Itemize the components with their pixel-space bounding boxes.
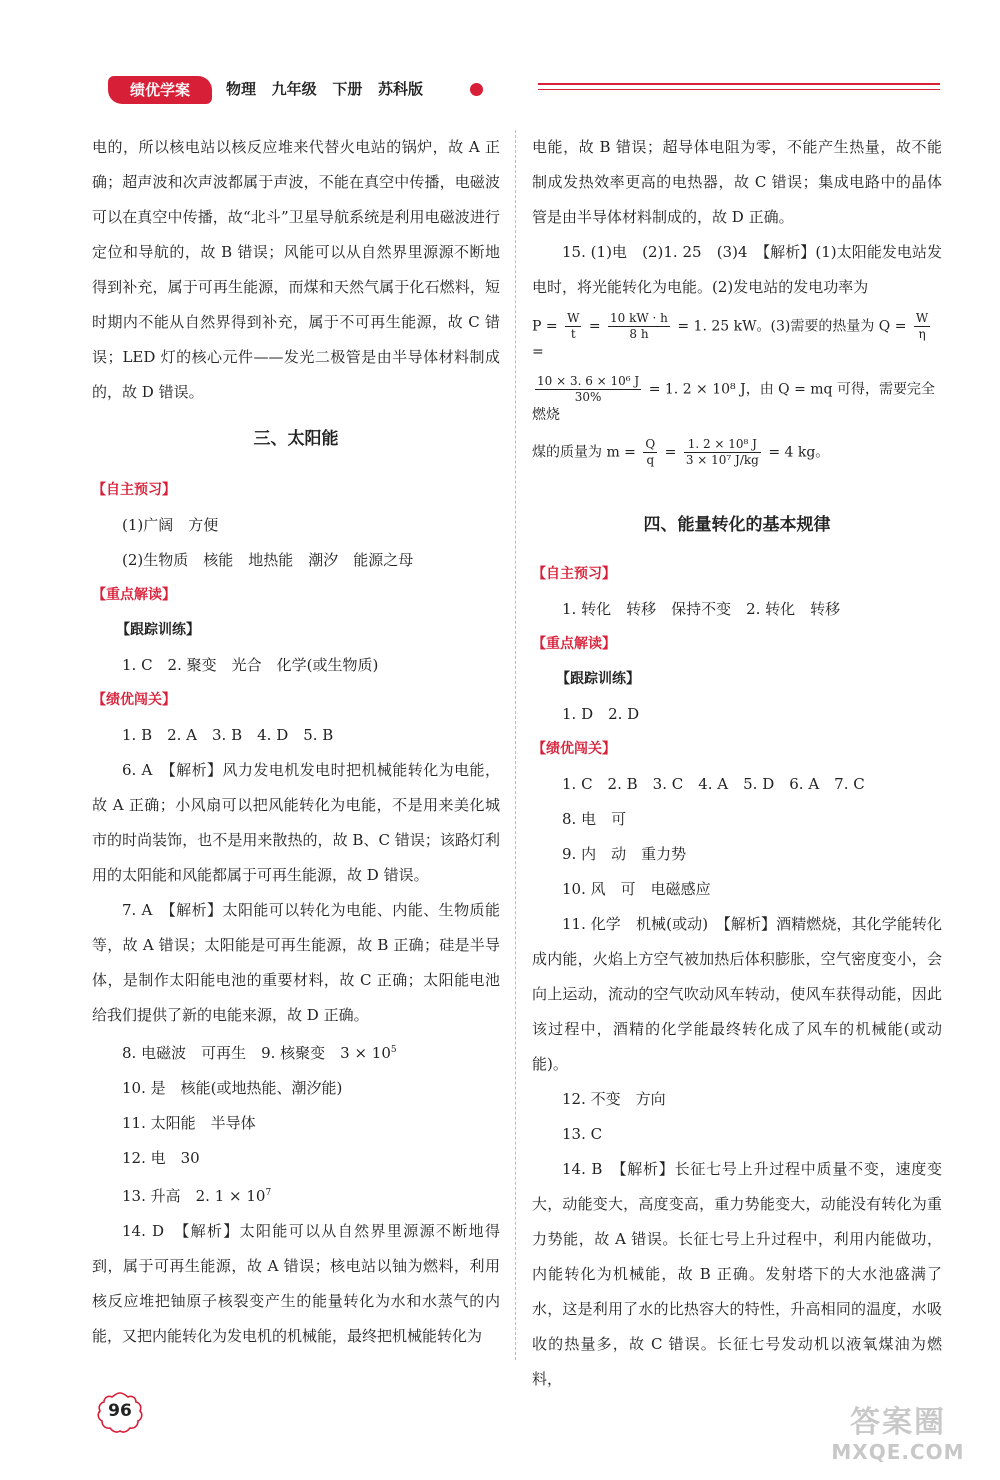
header-dot-icon bbox=[470, 83, 483, 96]
formula-text: = bbox=[664, 444, 677, 461]
formula-text: P = bbox=[532, 318, 558, 335]
watermark bbox=[808, 1406, 988, 1470]
watermark-logo-text: 答案圈 bbox=[850, 1405, 946, 1440]
header-rule bbox=[538, 83, 940, 85]
formula-text: 煤的质量为 m = bbox=[532, 444, 636, 461]
answer-line: 1. D 2. D bbox=[562, 705, 640, 723]
answer-explanation: 7. A 【解析】太阳能可以转化为电能、内能、生物质能等，故 A 错误；太阳能是可再生能源，故 B 正确；硅是半导体，是制作太阳能电池的重要材料，故 C 正确；太阳能电池给我们提供了新的电能来源，故 D 正确。 bbox=[92, 901, 500, 1024]
fraction bbox=[684, 437, 761, 468]
formula-text: = 4 kg。 bbox=[768, 444, 830, 461]
numerator: W bbox=[915, 311, 929, 325]
formula-text: = 1. 2 × 10⁸ J，由 Q = mq 可得，需要完全燃烧 bbox=[532, 381, 935, 423]
answer-explanation: 11. 化学 机械(或动) 【解析】酒精燃烧，其化学能转化成内能，火焰上方空气被加热后体积膨胀，空气密度变小，会向上运动，流动的空气吹动风车转动，使风车获得动能，因此该过程中，酒精的化学能最终转化成了风车的机械能(或动能)。 bbox=[532, 915, 942, 1073]
formula-text: = bbox=[588, 318, 601, 335]
header-rule-thin bbox=[538, 89, 940, 90]
page-header bbox=[108, 76, 940, 106]
answer-explanation: 14. B 【解析】长征七号上升过程中质量不变，速度变大，动能变大，高度变高，重力势能变大，动能没有转化为重力势能，故 A 错误。长征七号上升过程中，利用内能做功，内能转化为机械能，故 B 正确。发射塔下的大水池盛满了水，这是利用了水的比热容大的特性，升高相同的温度，水吸收的热量多，故 C 错误。长征七号发动机以液氧煤油为燃料， bbox=[532, 1160, 942, 1388]
answer-line: 11. 太阳能 半导体 bbox=[122, 1114, 256, 1132]
numerator: 10 kW · h bbox=[610, 311, 668, 325]
answer-line: 9. 内 动 重力势 bbox=[562, 845, 687, 863]
denominator: t bbox=[570, 327, 576, 341]
fraction bbox=[914, 311, 930, 342]
answer-line: (1)广阔 方便 bbox=[122, 516, 219, 534]
fraction bbox=[608, 311, 670, 342]
answer-line bbox=[92, 1176, 500, 1214]
section-title: 四、能量转化的基本规律 bbox=[643, 515, 831, 535]
answer-line: 1. 转化 转移 保持不变 2. 转化 转移 bbox=[562, 600, 841, 618]
answer-line: 1. B 2. A 3. B 4. D 5. B bbox=[122, 726, 334, 744]
answer-line: 1. C 2. 聚变 光合 化学(或生物质) bbox=[122, 656, 379, 674]
right-column bbox=[532, 130, 942, 1397]
tag-pass-level: 【绩优闯关】 bbox=[532, 741, 616, 757]
brand-badge: 绩优学案 bbox=[108, 76, 212, 104]
tracking-label: 【跟踪训练】 bbox=[116, 622, 200, 638]
answer-line: 8. 电 可 bbox=[562, 810, 627, 828]
tag-pass-level: 【绩优闯关】 bbox=[92, 692, 176, 708]
page-number: 96 bbox=[108, 1401, 132, 1421]
fraction bbox=[535, 374, 641, 405]
answer-text: 8. 电磁波 可再生 9. 核聚变 3 × 10 bbox=[122, 1044, 391, 1062]
answer-text: 13. 升高 2. 1 × 10 bbox=[122, 1187, 266, 1205]
section-title: 三、太阳能 bbox=[253, 429, 339, 449]
answer-line: 1. C 2. B 3. C 4. A 5. D 6. A 7. C bbox=[562, 775, 865, 793]
answer-explanation: 6. A 【解析】风力发电机发电时把机械能转化为电能，故 A 正确；小风扇可以把风能转化为电能，不是用来美化城市的时尚装饰，也不是用来散热的，故 B、C 错误；该路灯利用的太阳能和风能都属于可再生能源，故 D 错误。 bbox=[92, 761, 500, 884]
tag-key-points: 【重点解读】 bbox=[532, 636, 616, 652]
page-number-badge bbox=[96, 1390, 144, 1434]
column-divider bbox=[515, 130, 516, 1360]
formula-power bbox=[532, 305, 942, 368]
formula-mass bbox=[532, 431, 942, 474]
answer-line: 12. 电 30 bbox=[122, 1149, 200, 1167]
fraction bbox=[565, 311, 581, 342]
answer-line: (2)生物质 核能 地热能 潮汐 能源之母 bbox=[122, 551, 414, 569]
numerator: Q bbox=[645, 437, 656, 451]
left-column bbox=[92, 130, 500, 1354]
fraction bbox=[643, 437, 657, 468]
tag-self-preview: 【自主预习】 bbox=[92, 482, 176, 498]
answer-line: 12. 不变 方向 bbox=[562, 1090, 666, 1108]
tag-key-points: 【重点解读】 bbox=[92, 587, 176, 603]
exponent: 7 bbox=[265, 1188, 272, 1198]
formula-text: = 1. 25 kW。(3)需要的热量为 Q = bbox=[677, 318, 907, 335]
denominator: 8 h bbox=[629, 327, 649, 341]
header-subject-line: 物理 九年级 下册 苏科版 bbox=[226, 80, 424, 98]
denominator: 3 × 10⁷ J/kg bbox=[685, 453, 759, 467]
answer-explanation: 14. D 【解析】太阳能可以从自然界里源源不断地得到，属于可再生能源，故 A 错误；核电站以铀为燃料，利用核反应堆把铀原子核裂变产生的能量转化为水和水蒸气的内能，又把内能转化为发电机的机械能，最终把机械能转化为 bbox=[92, 1222, 500, 1345]
answer-line bbox=[92, 1033, 500, 1071]
numerator: 10 × 3. 6 × 10⁶ J bbox=[537, 374, 640, 388]
denominator: q bbox=[646, 453, 655, 467]
formula-heat bbox=[532, 368, 942, 431]
answer-explanation: 15. (1)电 (2)1. 25 (3)4 【解析】(1)太阳能发电站发电时，将光能转化为电能。(2)发电站的发电功率为 bbox=[532, 243, 942, 296]
tag-self-preview: 【自主预习】 bbox=[532, 566, 616, 582]
tracking-label: 【跟踪训练】 bbox=[556, 671, 640, 687]
answer-line: 13. C bbox=[562, 1125, 603, 1143]
watermark-domain: MXQE.COM bbox=[831, 1440, 965, 1464]
numerator: W bbox=[567, 311, 580, 325]
answer-line: 10. 是 核能(或地热能、潮汐能) bbox=[122, 1079, 343, 1097]
paragraph: 电的，所以核电站以核反应堆来代替火电站的锅炉，故 A 正确；超声波和次声波都属于声波，不能在真空中传播，电磁波可以在真空中传播，故“北斗”卫星导航系统是利用电磁波进行定位和导航的，故 B 错误；风能可以从自然界里源源不断地得到补充，属于可再生能源，而煤和天然气属于化石燃料，短时期内不能从自然界得到补充，属于不可再生能源，故 C 错误；LED 灯的核心元件——发光二极管是由半导体材料制成的，故 D 错误。 bbox=[92, 138, 500, 401]
denominator: 30% bbox=[574, 390, 602, 404]
answer-line: 10. 风 可 电磁感应 bbox=[562, 880, 711, 898]
formula-text: = bbox=[532, 344, 544, 360]
paragraph: 电能，故 B 错误；超导体电阻为零，不能产生热量，故不能制成发热效率更高的电热器，故 C 错误；集成电路中的晶体管是由半导体材料制成的，故 D 正确。 bbox=[532, 138, 942, 226]
exponent: 5 bbox=[390, 1045, 397, 1055]
denominator: η bbox=[918, 327, 926, 341]
numerator: 1. 2 × 10⁸ J bbox=[684, 437, 761, 453]
